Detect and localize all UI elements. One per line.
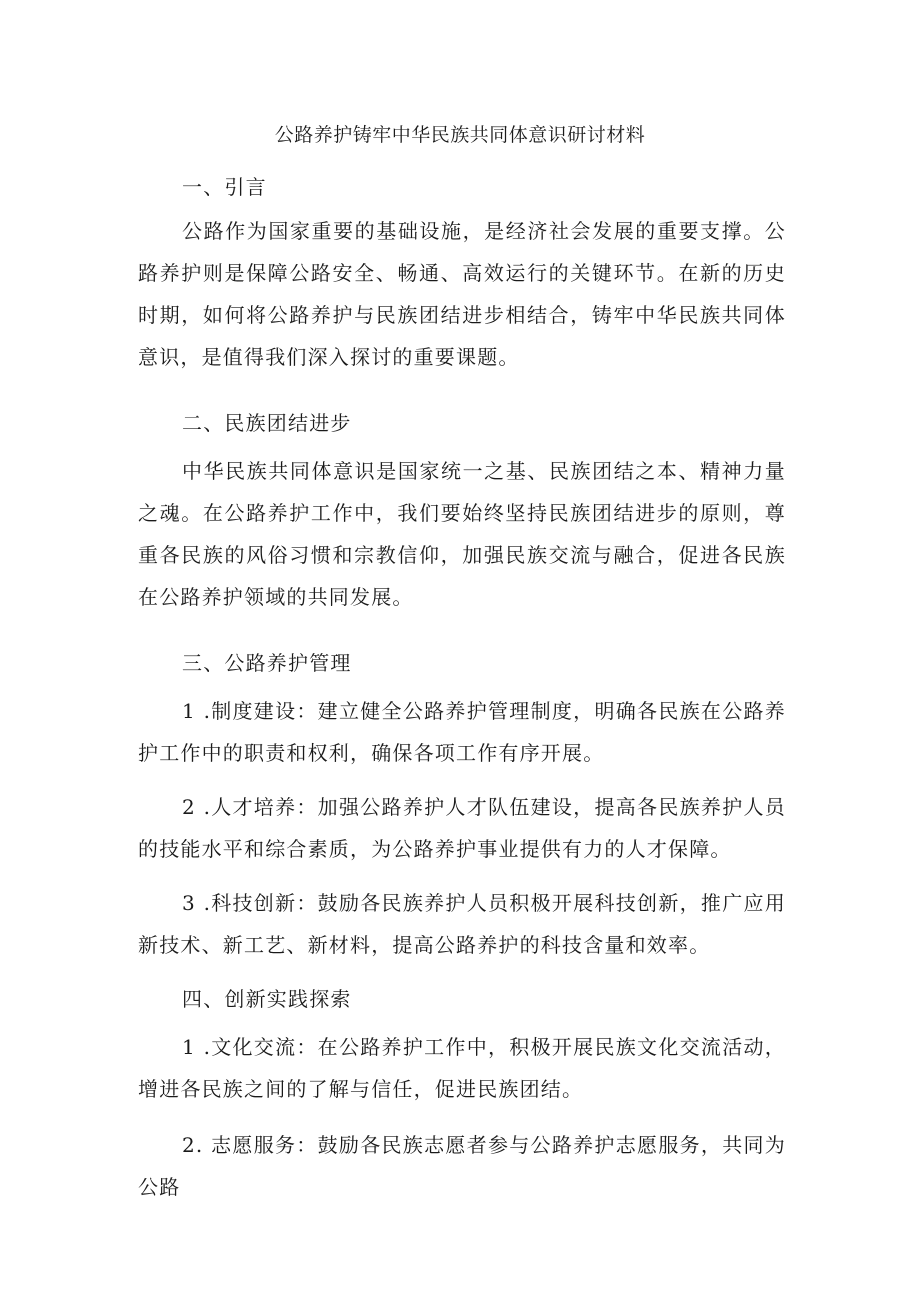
list-item-volunteer-service: 2. 志愿服务：鼓励各民族志愿者参与公路养护志愿服务，共同为公路	[138, 1133, 786, 1199]
list-item-cultural-exchange: 1 .文化交流：在公路养护工作中，积极开展民族文化交流活动，增进各民族之间的了解与信任，促进民族团结。	[138, 1035, 786, 1101]
section-heading-management: 三、公路养护管理	[182, 651, 352, 675]
section-heading-unity: 二、民族团结进步	[182, 411, 352, 435]
list-item-talent-training: 2 .人才培养：加强公路养护人才队伍建设，提高各民族养护人员的技能水平和综合素质，为公路养护事业提供有力的人才保障。	[138, 795, 786, 861]
paragraph-intro: 公路作为国家重要的基础设施，是经济社会发展的重要支撑。公路养护则是保障公路安全、畅通、高效运行的关键环节。在新的历史时期，如何将公路养护与民族团结进步相结合，铸牢中华民族共同体意识，是值得我们深入探讨的重要课题。	[138, 219, 786, 369]
list-item-system-building: 1 .制度建设：建立健全公路养护管理制度，明确各民族在公路养护工作中的职责和权利，确保各项工作有序开展。	[138, 699, 786, 765]
section-heading-practice: 四、创新实践探索	[182, 987, 352, 1011]
paragraph-unity: 中华民族共同体意识是国家统一之基、民族团结之本、精神力量之魂。在公路养护工作中，我们要始终坚持民族团结进步的原则，尊重各民族的风俗习惯和宗教信仰，加强民族交流与融合，促进各民族在公路养护领域的共同发展。	[138, 459, 786, 609]
section-heading-intro: 一、引言	[182, 175, 267, 199]
list-item-tech-innovation: 3 .科技创新：鼓励各民族养护人员积极开展科技创新，推广应用新技术、新工艺、新材料，提高公路养护的科技含量和效率。	[138, 891, 786, 957]
document-title: 公路养护铸牢中华民族共同体意识研讨材料	[274, 124, 646, 146]
